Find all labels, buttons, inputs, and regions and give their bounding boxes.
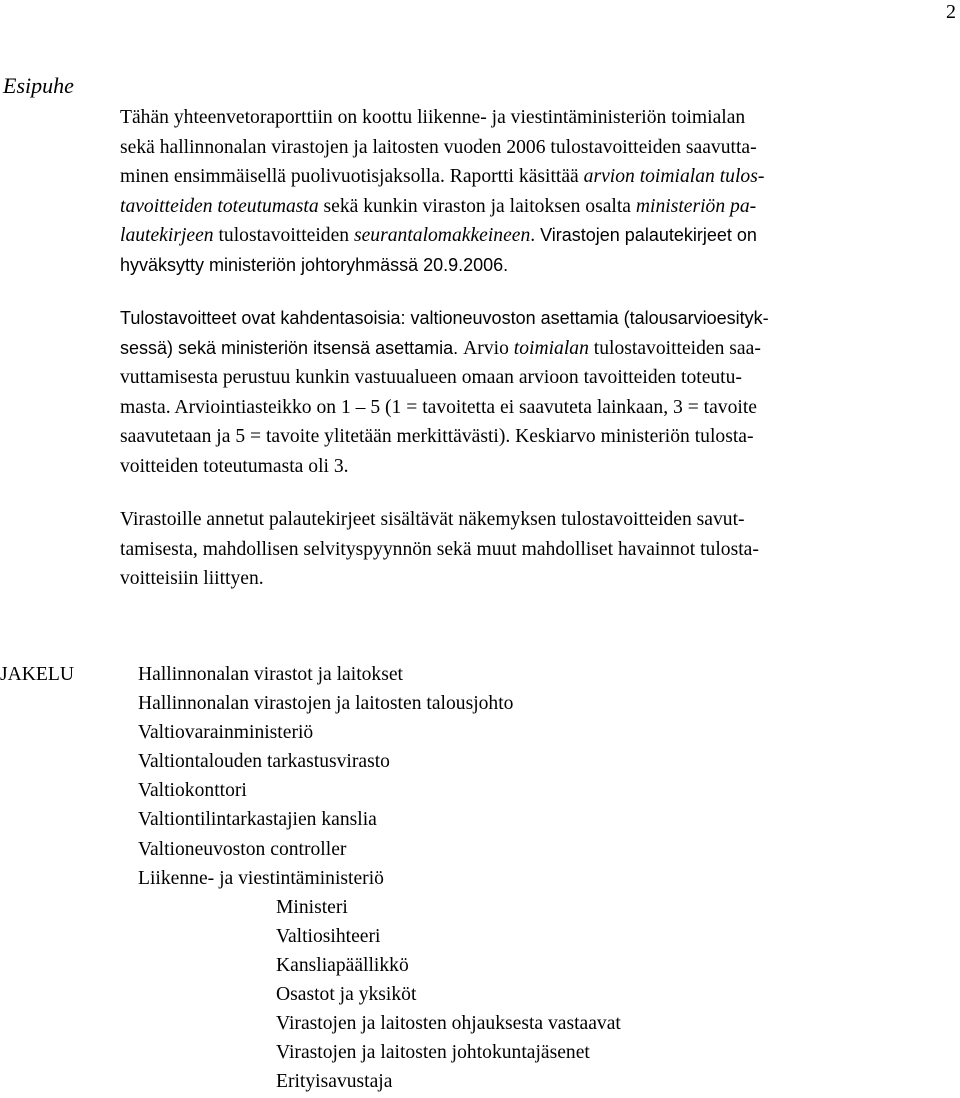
distribution-item: Valtioneuvoston controller <box>138 838 347 860</box>
distribution-item: Valtiontalouden tarkastusvirasto <box>138 751 390 773</box>
text-line <box>120 334 960 364</box>
distribution-item: Erityisavustaja <box>276 1071 393 1093</box>
text-line <box>120 564 960 594</box>
distribution-item: Valtiosihteeri <box>276 925 381 947</box>
distribution-list <box>138 660 621 1096</box>
distribution-label: JAKELU <box>0 664 75 685</box>
text-run: Tulostavoitteet ovat kahdentasoisia: valtioneuvoston asettamia (talousarvioesityk- <box>120 308 769 328</box>
text-run: vuttamisesta perustuu kunkin vastuualueen omaan arvioon tavoitteiden toteutu- <box>120 367 742 388</box>
text-run: voitteiden toteutumasta oli 3. <box>120 455 349 477</box>
preface-paragraph <box>120 505 960 594</box>
text-line <box>120 422 960 452</box>
text-run: sekä kunkin viraston ja laitoksen osalta <box>318 195 636 217</box>
distribution-item: Kansliapäällikkö <box>276 954 409 976</box>
text-run: . <box>530 225 541 246</box>
text-run: tulostavoitteiden <box>213 225 354 246</box>
text-line <box>120 251 960 281</box>
text-run: hyväksytty ministeriön johtoryhmässä 20.9.2006. <box>120 254 509 275</box>
text-run: tamisesta, mahdollisen selvityspyynnön sekä muut mahdolliset havainnot tulosta- <box>120 538 759 560</box>
distribution-item: Liikenne- ja viestintäministeriö <box>138 867 384 889</box>
text-run: tulostavoitteiden saa- <box>588 337 761 359</box>
distribution-item: Valtiontilintarkastajien kanslia <box>138 809 377 831</box>
distribution-item: Osastot ja yksiköt <box>276 984 417 1006</box>
text-line <box>120 192 960 222</box>
italic-run: seurantalomakkeineen <box>353 225 531 246</box>
text-run: voitteisiin liittyen. <box>120 568 264 589</box>
text-run: Virastoille annetut palautekirjeet sisältävät näkemyksen tulostavoitteiden savut- <box>120 509 745 530</box>
text-line <box>120 393 960 423</box>
italic-run: tavoitteiden toteutumasta <box>120 195 319 217</box>
text-run: minen ensimmäisellä puolivuotisjaksolla. Raportti käsittää <box>120 166 584 187</box>
distribution-item: Valtiokonttori <box>138 780 247 802</box>
page-number: 2 <box>946 1 956 23</box>
distribution-item: Hallinnonalan virastot ja laitokset <box>138 664 403 685</box>
text-run: saavutetaan ja 5 = tavoite ylitetään merkittävästi). Keskiarvo ministeriön tulosta- <box>120 426 754 447</box>
italic-run: toimialan <box>513 337 589 359</box>
text-line <box>120 535 960 565</box>
preface-paragraph <box>120 103 960 280</box>
text-line <box>120 304 960 334</box>
distribution-item: Ministeri <box>276 896 348 918</box>
section-title: Esipuhe <box>3 73 74 98</box>
text-run: sessä) sekä ministeriön itsensä asettamia. <box>120 337 464 358</box>
text-line <box>120 452 960 482</box>
text-run: sekä hallinnonalan virastojen ja laitosten vuoden 2006 tulostavoitteiden saavutta- <box>120 136 757 158</box>
italic-run: lautekirjeen <box>120 225 214 246</box>
text-line <box>120 505 960 535</box>
text-run: masta. Arviointiasteikko on 1 – 5 (1 = tavoitetta ei saavuteta lainkaan, 3 = tavoite <box>120 396 757 418</box>
distribution-item: Virastojen ja laitosten ohjauksesta vastaavat <box>276 1013 621 1035</box>
text-line <box>120 133 960 163</box>
preface-paragraph <box>120 304 960 481</box>
italic-run: ministeriön pa- <box>635 195 757 217</box>
text-run: Arvio <box>463 337 514 359</box>
distribution-item: Valtiovarainministeriö <box>138 722 314 744</box>
text-line <box>120 363 960 393</box>
distribution-item: Virastojen ja laitosten johtokuntajäsenet <box>276 1042 590 1064</box>
text-line <box>120 221 960 251</box>
text-line <box>120 103 960 133</box>
italic-run: arvion toimialan tulos- <box>583 166 765 187</box>
text-run: Virastojen palautekirjeet on <box>540 225 757 245</box>
preface-body <box>120 103 960 618</box>
text-run: Tähän yhteenvetoraporttiin on koottu liikenne- ja viestintäministeriön toimialan <box>120 107 746 128</box>
text-line <box>120 162 960 192</box>
distribution-item: Hallinnonalan virastojen ja laitosten talousjohto <box>138 693 514 715</box>
